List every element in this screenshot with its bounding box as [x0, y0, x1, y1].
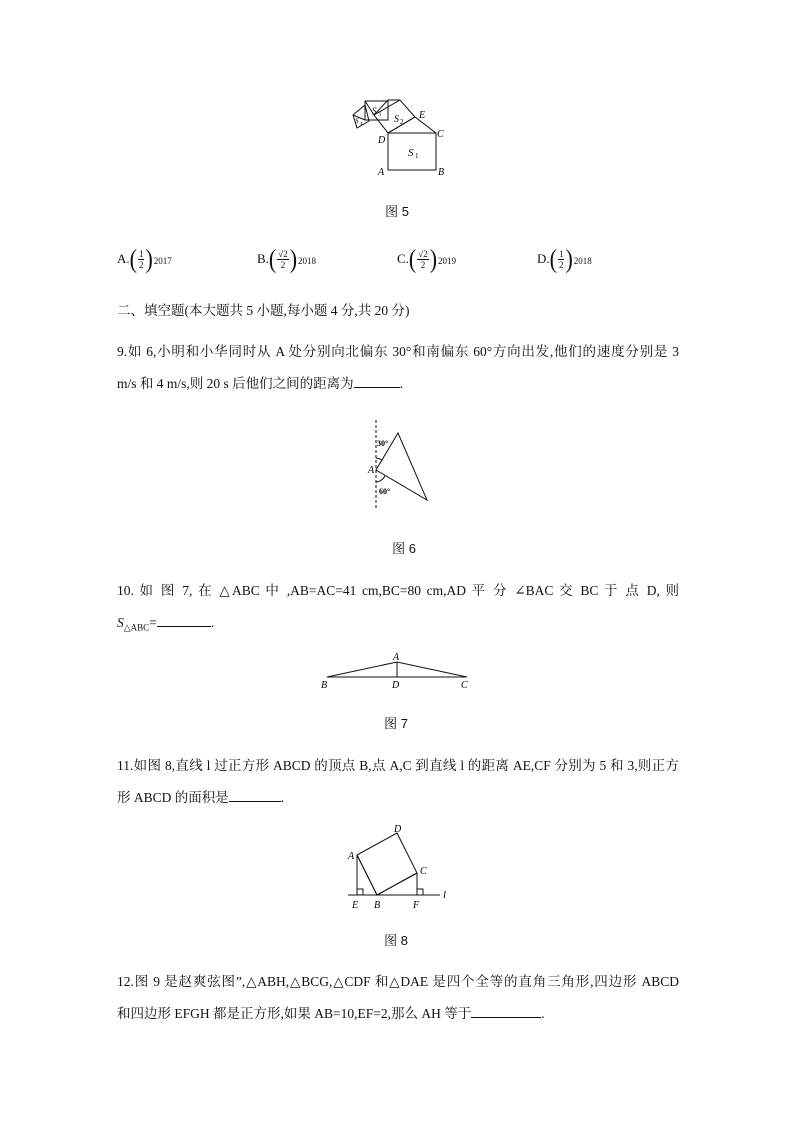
- q10-line-2: $S_{\triangle ABC}=$ .: [117, 607, 679, 644]
- option-a-fraction: $\frac{1}{2}$: [138, 248, 144, 270]
- option-c-fraction: $\frac{√2}{2}$: [418, 248, 428, 270]
- figure-5-diagram: [345, 95, 455, 180]
- point-c-label: C: [437, 129, 444, 140]
- figure-6-diagram: [360, 418, 440, 513]
- right-paren: ): [429, 243, 438, 274]
- s1-sub: 1: [415, 152, 419, 160]
- angle-30-label: 30°: [377, 439, 389, 448]
- figure-7-caption: 图 7: [384, 716, 408, 731]
- q11-answer-blank: [229, 787, 281, 802]
- point-a-label: A: [393, 652, 400, 663]
- s3-sub: 3: [378, 112, 381, 118]
- q12-line-2: 和四边形 EFGH 都是正方形,如果 AB=10,EF=2,那么 AH 等于 .: [117, 998, 679, 1030]
- right-paren: ): [565, 243, 573, 274]
- q12-answer-blank: [471, 1003, 541, 1018]
- right-paren: ): [145, 243, 153, 274]
- figure-7-diagram: [315, 648, 480, 693]
- option-d: [537, 243, 592, 274]
- option-d-letter: D.: [537, 251, 550, 266]
- section-title: 二、填空题(本大题共 5 小题,每小题 4 分,共 20 分): [117, 303, 410, 318]
- point-b-label: B: [321, 680, 328, 691]
- option-b-fraction: $\frac{√2}{2}$: [278, 248, 288, 270]
- point-d-label: D: [392, 680, 400, 691]
- option-a: [117, 243, 172, 274]
- figure-5-caption: 图 5: [385, 204, 409, 219]
- figure-8-diagram: [340, 822, 455, 914]
- line-l-label: l: [443, 889, 447, 901]
- s4-label: S: [355, 117, 359, 125]
- q11-line-1: 11.如图 8,直线 l 过正方形 ABCD 的顶点 B,点 A,C 到直线 l 的距离 AE,CF 分别为 5 和 3,则正方: [117, 758, 679, 773]
- q9-line-2: m/s 和 4 m/s,则 20 s 后他们之间的距离为 .: [117, 368, 679, 400]
- left-paren: (: [129, 243, 137, 274]
- s4-sub: 4: [360, 122, 363, 127]
- figure-6-caption: 图 6: [392, 541, 416, 556]
- angle-60-label: 60°: [379, 487, 391, 496]
- point-a-label: A: [378, 167, 385, 178]
- right-paren: ): [289, 243, 298, 274]
- q10-answer-blank: [157, 612, 211, 627]
- option-b-letter: B.: [257, 251, 269, 266]
- point-b-label: B: [374, 900, 381, 911]
- q10-line-1: 10. 如 图 7, 在 △ABC 中 ,AB=AC=41 cm,BC=80 cm,AD 平 分 ∠BAC 交 BC 于 点 D, 则: [117, 583, 679, 598]
- q11-line-2: 形 ABCD 的面积是 .: [117, 782, 679, 814]
- option-c-exponent: 2019: [438, 256, 457, 266]
- point-f-label: F: [413, 900, 420, 911]
- point-a-label: A: [348, 851, 355, 862]
- option-d-exponent: 2018: [573, 256, 592, 266]
- point-c-label: C: [420, 866, 427, 877]
- left-paren: (: [549, 243, 557, 274]
- point-a-label: A: [368, 465, 375, 476]
- point-d-label: D: [394, 824, 402, 835]
- option-b: [257, 243, 317, 274]
- s1-label: S: [408, 147, 414, 159]
- option-d-fraction: $\frac{1}{2}$: [558, 248, 564, 270]
- left-paren: (: [408, 243, 417, 274]
- figure-8-caption: 图 8: [384, 933, 408, 948]
- point-e-label: E: [352, 900, 359, 911]
- point-b-label: B: [438, 167, 445, 178]
- point-c-label: C: [461, 680, 468, 691]
- s2-label: S: [394, 114, 399, 125]
- option-c-letter: C.: [397, 251, 409, 266]
- option-b-exponent: 2018: [298, 256, 317, 266]
- q9-answer-blank: [354, 373, 400, 388]
- point-d-label: D: [378, 135, 386, 146]
- q12-line-1: 12.图 9 是赵爽弦图”,△ABH,△BCG,△CDF 和△DAE 是四个全等的直角三角形,四边形 ABCD: [117, 974, 679, 989]
- left-paren: (: [268, 243, 277, 274]
- q9-line-1: 9.如 6,小明和小华同时从 A 处分别向北偏东 30°和南偏东 60°方向出发,他们的速度分别是 3: [117, 344, 679, 359]
- s2-sub: 2: [400, 118, 404, 126]
- s3-label: S: [372, 106, 377, 116]
- option-a-exponent: 2017: [153, 256, 172, 266]
- option-c: [397, 243, 457, 274]
- option-a-letter: A.: [117, 251, 130, 266]
- point-e-label: E: [419, 110, 426, 121]
